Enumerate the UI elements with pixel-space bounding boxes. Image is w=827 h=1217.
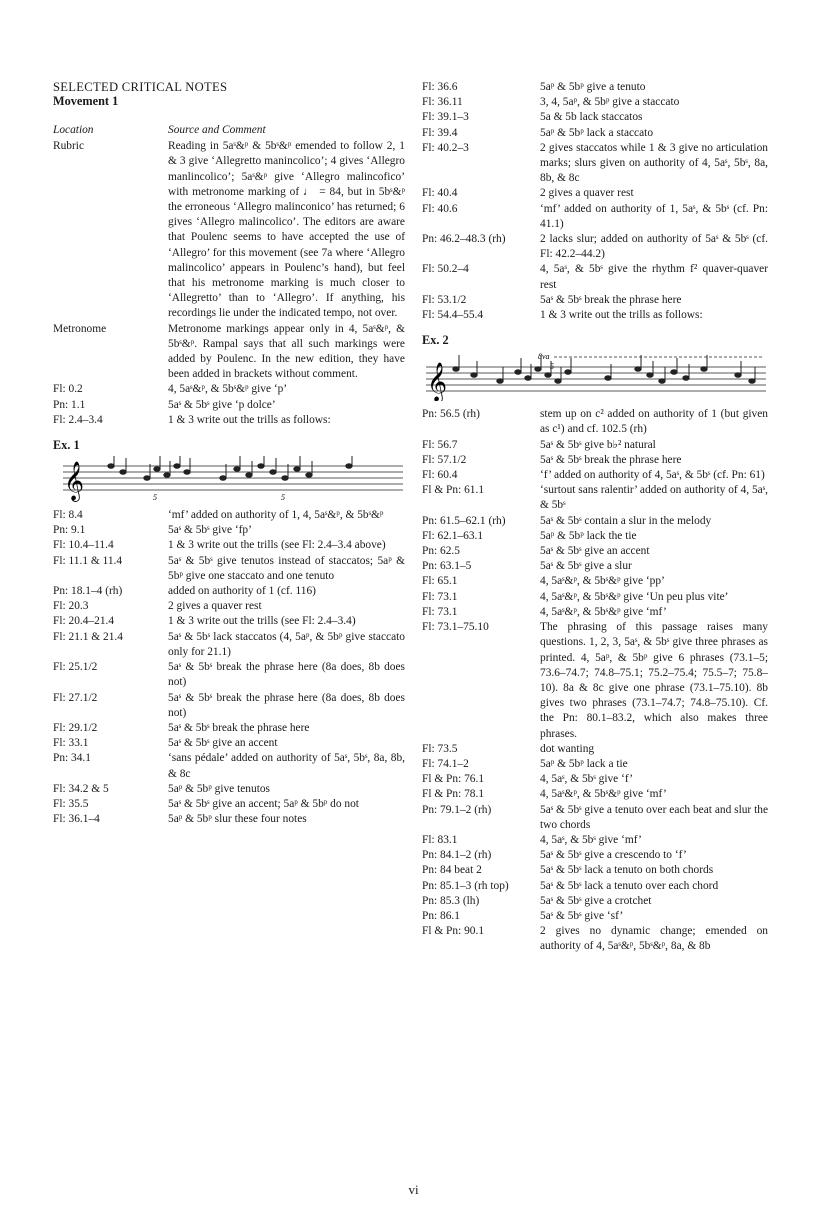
- note-location: Pn: 79.1–2 (rh): [422, 803, 492, 816]
- note-row: [53, 139, 405, 321]
- note-comment: 5aˢ & 5bˢ give a tenuto over each beat and slur the two chords: [540, 803, 768, 831]
- note-location: Pn: 85.1–3 (rh top): [422, 879, 509, 892]
- note-comment: 4, 5aˢ&ᵖ, & 5bˢ&ᵖ give ‘mf’: [540, 788, 667, 801]
- note-row: [53, 398, 405, 413]
- staff-lines: [63, 466, 403, 490]
- treble-clef-icon: 𝄞: [427, 362, 448, 402]
- note-row: [422, 186, 768, 201]
- notehead: [647, 373, 653, 378]
- note-comment: 5aˢ & 5bˢ give a crescendo to ‘f’: [540, 849, 687, 862]
- notehead: [735, 373, 741, 378]
- note-comment: 5aˢ & 5bˢ break the phrase here (8a does, 8b does not): [168, 691, 405, 719]
- note-location: Fl: 27.1/2: [53, 691, 98, 704]
- note-comment: 4, 5aˢ, & 5bˢ give ‘f’: [540, 773, 634, 786]
- note-comment: 5aˢ & 5bˢ lack a tenuto on both chords: [540, 864, 714, 877]
- note-row: [422, 514, 768, 529]
- note-row: [422, 605, 768, 620]
- notehead: [635, 367, 641, 372]
- note-location: Fl: 60.4: [422, 469, 458, 482]
- note-comment: 5aᵖ & 5bᵖ give a tenuto: [540, 81, 646, 93]
- note-comment: 5aᵖ & 5bᵖ slur these four notes: [168, 813, 307, 826]
- note-location: Fl: 0.2: [53, 383, 83, 396]
- note-location: Fl: 73.5: [422, 742, 458, 755]
- note-location: Pn: 9.1: [53, 524, 86, 537]
- note-location: Fl: 29.1/2: [53, 721, 98, 734]
- note-row: [53, 721, 405, 736]
- notehead: [471, 373, 477, 378]
- notehead: [234, 467, 240, 472]
- note-row: [53, 508, 405, 523]
- note-row: [422, 529, 768, 544]
- notehead: [246, 473, 252, 478]
- note-location: Fl: 54.4–55.4: [422, 309, 484, 322]
- note-location: Pn: 86.1: [422, 909, 460, 922]
- note-row: [53, 538, 405, 553]
- notehead: [671, 370, 677, 375]
- notehead: [605, 376, 611, 381]
- note-row: [53, 751, 405, 781]
- note-comment: added on authority of 1 (cf. 116): [168, 585, 316, 598]
- note-location: Fl: 11.1 & 11.4: [53, 554, 123, 567]
- note-comment: 5aˢ & 5bˢ break the phrase here: [168, 721, 310, 734]
- note-location: Fl: 39.4: [422, 126, 458, 139]
- note-row: [422, 80, 768, 95]
- notes-ex1: [108, 456, 352, 480]
- note-comment: 5aˢ & 5bˢ give an accent: [168, 737, 278, 750]
- note-row: [422, 879, 768, 894]
- tuplet-5: 5: [550, 362, 554, 372]
- notehead: [565, 370, 571, 375]
- note-comment: Reading in 5aˢ&ᵖ & 5bˢ&ᵖ emended to follow 2, 1 & 3 give ‘Allegretto manincolico’; 4 gives ‘Allegro manlincolico’; 5aˢ&ᵖ give ‘Allegro malincofico’ with metronome marking of ♩ = 84, but in 5bˢ&ᵖ the erroneous ‘Allegro malinconico’ has returned; 6 gives ‘Allegro malincolico’. The editors are aware that Poulenc seems to have accepted the use of ‘Allegro’ for this movement (see 7a where ‘Allegro malincolico’ appears in Poulenc’s hand), but feel that his metronome marking is much closer to ‘Allegretto’ than to ‘Allegro’. If anything, his recordings lie under the indicated tempo, not over.: [168, 140, 405, 320]
- example-1-label: Ex. 1: [53, 438, 80, 453]
- note-comment: ‘sans pédale’ added on authority of 5aˢ, 5bˢ, 8a, 8b, & 8c: [168, 752, 405, 780]
- notehead: [184, 470, 190, 475]
- note-row: [422, 407, 768, 437]
- right-column: [422, 80, 768, 955]
- note-location: Fl: 33.1: [53, 737, 89, 750]
- note-comment: 5aᵖ & 5bᵖ lack a tie: [540, 757, 628, 770]
- note-comment: 2 lacks slur; added on authority of 5aˢ & 5bˢ (cf. Fl: 42.2–44.2): [540, 233, 768, 261]
- note-location: Fl: 34.2 & 5: [53, 782, 109, 795]
- note-row: [53, 630, 405, 660]
- note-row: [422, 308, 768, 323]
- note-comment: ‘f’ added on authority of 4, 5aˢ, & 5bˢ (cf. Pn: 61): [540, 469, 765, 482]
- note-comment: 5aᵖ & 5bᵖ lack a staccato: [540, 126, 654, 139]
- notehead: [174, 464, 180, 469]
- note-location: Fl: 62.1–63.1: [422, 529, 484, 542]
- note-comment: 4, 5aˢ, & 5bˢ give the rhythm f² quaver-quaver rest: [540, 263, 768, 291]
- note-location: Fl: 20.3: [53, 600, 89, 613]
- note-location: Pn: 18.1–4 (rh): [53, 585, 123, 598]
- location-header: Location: [53, 124, 94, 136]
- note-row: [53, 660, 405, 690]
- note-location: Fl: 25.1/2: [53, 661, 98, 674]
- note-comment: 4, 5aˢ&ᵖ, & 5bˢ&ᵖ give ‘p’: [168, 383, 288, 396]
- column-headers: [53, 123, 405, 138]
- notehead: [306, 473, 312, 478]
- notehead: [683, 376, 689, 381]
- note-location: Metronome: [53, 322, 107, 335]
- note-comment: ‘surtout sans ralentir’ added on authority of 4, 5aˢ, & 5bˢ: [540, 484, 768, 512]
- note-row: [422, 863, 768, 878]
- note-row: [422, 141, 768, 187]
- page-title: SELECTED CRITICAL NOTES: [53, 80, 228, 94]
- note-location: Pn: 1.1: [53, 398, 86, 411]
- note-row: [53, 691, 405, 721]
- notes-list-left-2: [53, 508, 405, 827]
- note-row: [422, 232, 768, 262]
- note-comment: 4, 5aˢ, & 5bˢ give ‘mf’: [540, 833, 642, 846]
- note-row: [422, 772, 768, 787]
- note-row: [422, 559, 768, 574]
- notes-list-right-1: [422, 80, 768, 323]
- note-comment: 5aˢ & 5bˢ give a slur: [540, 560, 632, 573]
- notehead: [294, 467, 300, 472]
- note-location: Fl: 36.11: [422, 96, 463, 109]
- note-comment: 1 & 3 write out the trills as follows:: [168, 413, 331, 426]
- notehead: [659, 379, 665, 384]
- note-location: Pn: 62.5: [422, 545, 460, 558]
- notehead: [555, 379, 561, 384]
- note-comment: 5aˢ & 5bˢ give ‘p dolce’: [168, 398, 276, 411]
- note-comment: 5aˢ & 5bˢ break the phrase here: [540, 293, 682, 306]
- note-location: Fl: 8.4: [53, 509, 83, 522]
- note-location: Fl: 36.6: [422, 81, 458, 93]
- left-column: [53, 80, 405, 827]
- note-location: Pn: 84.1–2 (rh): [422, 849, 492, 862]
- comment-header: Source and Comment: [168, 124, 266, 136]
- note-location: Pn: 46.2–48.3 (rh): [422, 233, 506, 246]
- notehead: [346, 464, 352, 469]
- note-comment: ‘mf’ added on authority of 1, 4, 5aˢ&ᵖ, & 5bˢ&ᵖ: [168, 509, 384, 522]
- note-location: Fl: 2.4–3.4: [53, 413, 103, 426]
- note-row: [53, 382, 405, 397]
- movement-heading: Movement 1: [53, 94, 119, 108]
- notehead: [270, 470, 276, 475]
- note-row: [422, 757, 768, 772]
- notehead: [220, 476, 226, 481]
- note-comment: 4, 5aˢ&ᵖ, & 5bˢ&ᵖ give ‘Un peu plus vite’: [540, 590, 729, 603]
- notehead: [515, 370, 521, 375]
- note-row: [53, 614, 405, 629]
- notehead: [282, 476, 288, 481]
- note-row: [53, 523, 405, 538]
- note-location: Fl: 65.1: [422, 575, 458, 588]
- note-location: Fl: 40.4: [422, 187, 458, 200]
- note-comment: ‘mf’ added on authority of 1, 5aˢ, & 5bˢ (cf. Pn: 41.1): [540, 202, 768, 230]
- note-row: [422, 202, 768, 232]
- note-comment: 1 & 3 write out the trills (see Fl: 2.4–3.4): [168, 615, 356, 628]
- note-location: Fl: 73.1–75.10: [422, 621, 489, 634]
- note-location: Fl: 10.4–11.4: [53, 539, 114, 552]
- note-row: [422, 293, 768, 308]
- note-location: Fl: 36.1–4: [53, 813, 100, 826]
- tuplet-5b: 5: [281, 493, 285, 503]
- note-row: [53, 782, 405, 797]
- note-row: [422, 787, 768, 802]
- note-comment: 5aˢ & 5bˢ give ‘fp’: [168, 524, 252, 537]
- note-location: Fl: 73.1: [422, 605, 458, 618]
- notehead: [525, 376, 531, 381]
- note-comment: 5aˢ & 5bˢ lack a tenuto over each chord: [540, 879, 719, 892]
- note-row: [422, 848, 768, 863]
- note-comment: 5aˢ & 5bˢ lack staccatos (4, 5aᵖ, & 5bᵖ give staccato only for 21.1): [168, 630, 405, 658]
- treble-clef-icon: 𝄞: [64, 461, 85, 502]
- notehead: [535, 367, 541, 372]
- note-row: [422, 453, 768, 468]
- note-comment: 2 gives a quaver rest: [168, 600, 262, 613]
- note-location: Fl: 21.1 & 21.4: [53, 630, 123, 643]
- note-location: Fl & Pn: 78.1: [422, 788, 485, 801]
- note-location: Pn: 56.5 (rh): [422, 408, 480, 421]
- note-comment: 5aˢ & 5bˢ give an accent: [540, 545, 650, 558]
- note-comment: 5aˢ & 5bˢ break the phrase here: [540, 453, 682, 466]
- page-number: vi: [408, 1182, 419, 1197]
- note-location: Fl & Pn: 76.1: [422, 773, 485, 786]
- note-row: [422, 126, 768, 141]
- notehead: [453, 367, 459, 372]
- note-comment: The phrasing of this passage raises many questions. 1, 2, 3, 5aˢ, & 5bˢ give three phrases as printed. 4, 5aᵖ, & 5bᵖ give 6 phrases (73.1–5; 73.6–74.7; 74.8–75.1; 75.2–75.4; 75.5–7; 75.8–10). 8a & 8c give one phrase (73.1–75.10). 8b gives two phrases (73.1–74.7; 74.8–75.10). Cf. the Pn: 80.1–83.2, which also makes three phrases.: [540, 621, 768, 740]
- note-comment: 5aᵖ & 5bᵖ lack the tie: [540, 529, 637, 542]
- note-location: Pn: 63.1–5: [422, 560, 472, 573]
- ottava-mark: 8va: [538, 352, 550, 362]
- note-comment: dot wanting: [540, 742, 595, 755]
- note-location: Pn: 84 beat 2: [422, 864, 482, 877]
- note-row: [53, 599, 405, 614]
- note-row: [53, 413, 405, 428]
- note-comment: 4, 5aˢ&ᵖ, & 5bˢ&ᵖ give ‘mf’: [540, 605, 667, 618]
- note-comment: 5aˢ & 5bˢ give b♭² natural: [540, 438, 656, 451]
- note-location: Fl: 83.1: [422, 833, 458, 846]
- note-comment: 5aˢ & 5bˢ give a crotchet: [540, 894, 652, 907]
- note-row: [422, 574, 768, 589]
- note-location: Fl: 74.1–2: [422, 757, 469, 770]
- note-row: [53, 797, 405, 812]
- music-example-2: [422, 351, 768, 401]
- notehead: [108, 464, 114, 469]
- note-location: Fl: 56.7: [422, 438, 458, 451]
- note-comment: 5aˢ & 5bˢ give an accent; 5aᵖ & 5bᵖ do not: [168, 797, 359, 810]
- note-comment: 5aˢ & 5bˢ give ‘sf’: [540, 909, 624, 922]
- notehead: [701, 367, 707, 372]
- note-location: Fl: 73.1: [422, 590, 458, 603]
- note-comment: 5aˢ & 5bˢ contain a slur in the melody: [540, 514, 712, 527]
- note-location: Fl: 39.1–3: [422, 111, 469, 124]
- note-location: Fl & Pn: 61.1: [422, 484, 485, 497]
- notehead: [258, 464, 264, 469]
- note-comment: Metronome markings appear only in 4, 5aˢ&ᵖ, & 5bˢ&ᵖ. Rampal says that all such markings were added by Poulenc. In the new edition, they have been added in brackets without comment.: [168, 322, 405, 381]
- note-row: [422, 924, 768, 954]
- note-comment: 5aˢ & 5bˢ give tenutos instead of staccatos; 5aᵖ & 5bᵖ give one staccato and one tenuto: [168, 554, 405, 582]
- notes-list-right-2: [422, 407, 768, 954]
- note-row: [422, 110, 768, 125]
- notehead: [545, 373, 551, 378]
- note-location: Fl: 40.2–3: [422, 141, 469, 154]
- note-location: Pn: 61.5–62.1 (rh): [422, 514, 506, 527]
- note-row: [422, 620, 768, 742]
- note-row: [422, 468, 768, 483]
- note-location: Fl: 57.1/2: [422, 453, 467, 466]
- note-row: [422, 95, 768, 110]
- note-row: [422, 544, 768, 559]
- example-2-label: Ex. 2: [422, 333, 449, 348]
- music-example-1: [53, 456, 405, 502]
- note-row: [53, 584, 405, 599]
- notehead: [154, 467, 160, 472]
- note-comment: 2 gives staccatos while 1 & 3 give no articulation marks; slurs given on authority of 4, 5aˢ, 5bˢ, 8a, 8b, & 8c: [540, 141, 768, 185]
- note-comment: 5aᵖ & 5bᵖ give tenutos: [168, 782, 270, 795]
- note-comment: 1 & 3 write out the trills (see Fl: 2.4–3.4 above): [168, 539, 386, 552]
- notehead: [749, 379, 755, 384]
- note-row: [53, 322, 405, 383]
- notehead: [144, 476, 150, 481]
- note-row: [422, 590, 768, 605]
- note-row: [422, 894, 768, 909]
- note-location: Pn: 34.1: [53, 752, 91, 765]
- notehead: [497, 379, 503, 384]
- note-row: [422, 742, 768, 757]
- notes-list-left-1: [53, 139, 405, 428]
- note-comment: stem up on c² added on authority of 1 (but given as c¹) and cf. 102.5 (rh): [540, 408, 768, 436]
- note-comment: 5aˢ & 5bˢ break the phrase here (8a does, 8b does not): [168, 661, 405, 689]
- note-location: Pn: 85.3 (lh): [422, 894, 480, 907]
- note-location: Fl: 35.5: [53, 797, 89, 810]
- tuplet-5a: 5: [153, 493, 157, 503]
- note-row: [422, 262, 768, 292]
- note-comment: 2 gives no dynamic change; emended on authority of 4, 5aˢ&ᵖ, 5bˢ&ᵖ, 8a, & 8b: [540, 925, 768, 953]
- note-location: Fl: 53.1/2: [422, 293, 467, 306]
- note-comment: 5a & 5b lack staccatos: [540, 111, 643, 124]
- note-location: Fl: 40.6: [422, 202, 458, 215]
- note-location: Fl & Pn: 90.1: [422, 925, 485, 938]
- note-row: [422, 909, 768, 924]
- note-comment: 3, 4, 5aᵖ, & 5bᵖ give a staccato: [540, 96, 680, 109]
- notehead: [164, 473, 170, 478]
- note-row: [53, 736, 405, 751]
- note-comment: 1 & 3 write out the trills as follows:: [540, 309, 703, 322]
- note-row: [422, 438, 768, 453]
- note-row: [422, 833, 768, 848]
- note-comment: 2 gives a quaver rest: [540, 187, 634, 200]
- note-location: Fl: 50.2–4: [422, 263, 469, 276]
- note-row: [422, 803, 768, 833]
- note-row: [53, 554, 405, 584]
- note-location: Fl: 20.4–21.4: [53, 615, 115, 628]
- note-row: [53, 812, 405, 827]
- note-comment: 4, 5aˢ&ᵖ, & 5bˢ&ᵖ give ‘pp’: [540, 575, 665, 588]
- notehead: [120, 470, 126, 475]
- note-row: [422, 483, 768, 513]
- note-location: Rubric: [53, 140, 85, 153]
